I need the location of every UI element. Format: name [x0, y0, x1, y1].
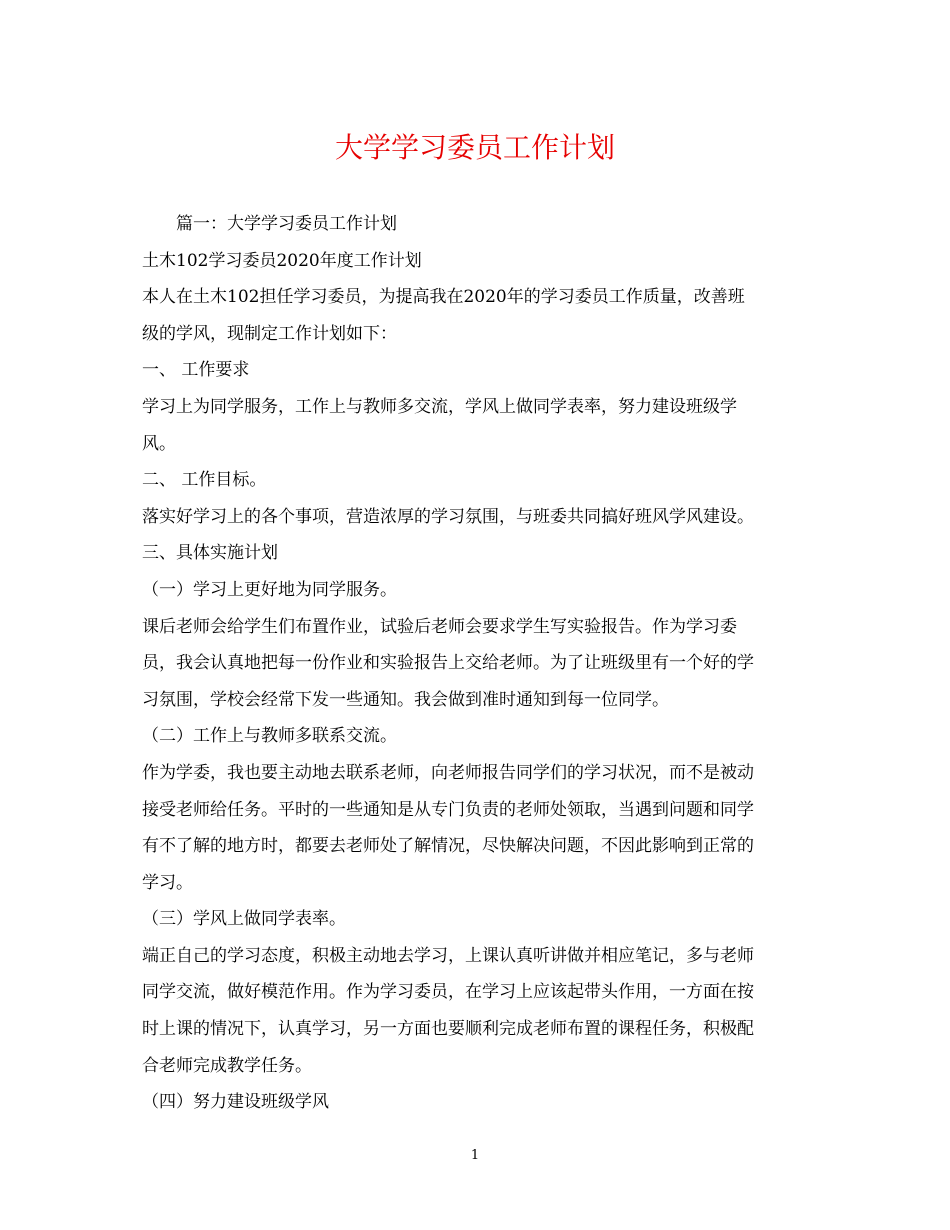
- text-line: 作为学委，我也要主动地去联系老师，向老师报告同学们的学习状况，而不是被动: [142, 762, 754, 783]
- text-line: 合老师完成教学任务。: [142, 1055, 312, 1076]
- text-line: 本人在土木102担任学习委员，为提高我在2020年的学习委员工作质量，改善班: [142, 287, 745, 308]
- text-line: 学习。: [142, 872, 193, 893]
- text-line: 落实好学习上的各个事项，营造浓厚的学习氛围，与班委共同搞好班风学风建设。: [142, 506, 754, 527]
- text-line: 有不了解的地方时，都要去老师处了解情况，尽快解决问题，不因此影响到正常的: [142, 836, 754, 857]
- text-line: 三、具体实施计划: [142, 543, 278, 564]
- page-number: 1: [470, 1148, 480, 1163]
- text-line: 风。: [142, 433, 176, 454]
- text-line: 级的学风，现制定工作计划如下：: [142, 323, 397, 344]
- text-line: 学习上为同学服务，工作上与教师多交流，学风上做同学表率，努力建设班级学: [142, 396, 737, 417]
- text-line: 端正自己的学习态度，积极主动地去学习，上课认真听讲做并相应笔记，多与老师: [142, 945, 754, 966]
- text-line: 课后老师会给学生们布置作业，试验后老师会要求学生写实验报告。作为学习委: [142, 616, 737, 637]
- page-title: 大学学习委员工作计划: [334, 131, 615, 164]
- text-line: 二、 工作目标。: [142, 470, 267, 491]
- text-line: 一、 工作要求: [142, 360, 250, 381]
- text-line: 习氛围，学校会经常下发一些通知。我会做到准时通知到每一位同学。: [142, 689, 669, 710]
- text-line: （三）学风上做同学表率。: [142, 909, 346, 930]
- text-line: 员，我会认真地把每一份作业和实验报告上交给老师。为了让班级里有一个好的学: [142, 653, 754, 674]
- text-line: 同学交流，做好模范作用。作为学习委员，在学习上应该起带头作用，一方面在按: [142, 982, 754, 1003]
- text-line: （四）努力建设班级学风: [142, 1092, 329, 1113]
- text-line: 接受老师给任务。平时的一些通知是从专门负责的老师处领取，当遇到问题和同学: [142, 799, 754, 820]
- section-heading: 篇一：大学学习委员工作计划: [176, 214, 397, 234]
- text-line: 土木102学习委员2020年度工作计划: [142, 250, 422, 271]
- text-line: 时上课的情况下，认真学习，另一方面也要顺利完成老师布置的课程任务，积极配: [142, 1019, 754, 1040]
- document-body: [142, 206, 812, 1121]
- text-line: （一）学习上更好地为同学服务。: [142, 579, 397, 600]
- text-line: （二）工作上与教师多联系交流。: [142, 726, 397, 747]
